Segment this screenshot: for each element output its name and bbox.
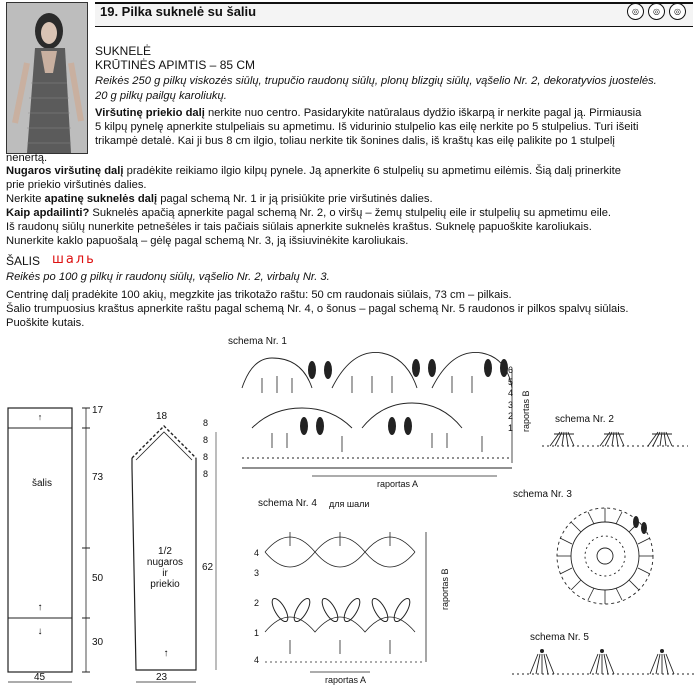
dress-dim-width: 23 (156, 672, 168, 683)
shawl-arrow-mid: ↑ (37, 602, 43, 613)
scheme-5-chart (510, 644, 696, 684)
scheme-1-rows (508, 365, 513, 434)
shawl-line-1: Centrinę dalį pradėkite 100 akių, megzkite jas trikotažo raštu: 50 cm raudonais siūlais, 73 cm – pilkais. (6, 289, 512, 301)
para-front-upper-bold: Viršutinę priekio dalį (95, 107, 205, 119)
scheme-1-row-1: 1 (508, 422, 514, 433)
para-front-upper (95, 107, 641, 120)
shawl-arrow-top: ↑ (37, 412, 43, 422)
scheme-4-chart (250, 512, 440, 680)
scheme-1-chart (232, 348, 522, 488)
dress-dim-side-b: 8 (203, 435, 209, 445)
scheme-1-row-2: 2 (508, 411, 514, 421)
scheme-4-row-3: 3 (254, 568, 260, 578)
dress-label-1: 1/2 (158, 546, 172, 557)
scheme-4-raportas-b: raportas B (440, 568, 450, 610)
shawl-dim-upper: 73 (92, 472, 104, 483)
scheme-1-row-4: 4 (508, 388, 514, 398)
dress-dim-side-c: 8 (203, 452, 209, 462)
dress-dim-side-a: 8 (203, 418, 209, 428)
scheme-2-chart (540, 428, 690, 456)
dress-size: KRŪTINĖS APIMTIS – 85 CM (95, 58, 256, 72)
scheme-4-title: schema Nr. 4 (258, 498, 317, 509)
scheme-4-row-4b: 4 (254, 655, 260, 665)
para-lower-pre: Nerkite (6, 193, 45, 205)
dress-label-3: ir (162, 568, 168, 579)
dress-label-2: nugaros (146, 557, 184, 568)
scheme-1-row-3: 3 (508, 399, 514, 410)
para-back-upper (6, 165, 621, 178)
scheme-4-row-1: 1 (254, 628, 260, 638)
dress-dim-height: 62 (202, 562, 214, 573)
para-finishing-post: Suknelės apačią apnerkite pagal schemą Nr. 2, o viršų – žemų stulpelių eile ir stulpelių su apmetimu eile. (89, 207, 612, 219)
scheme-3-chart (540, 496, 680, 626)
scheme-4-raportas-a: raportas A (325, 675, 367, 685)
level-icon-3: ◎ (669, 3, 686, 20)
dress-label-4: priekio (150, 579, 180, 590)
shawl-line-2: Šalio trumpuosius kraštus apnerkite raštu pagal schemą Nr. 4, o šonus – pagal schemą Nr. 5 raudonos ir pilkos spalvų siūlais. (6, 303, 629, 315)
dress-pattern-label (144, 546, 186, 590)
scheme-1-row-6: 6 (508, 365, 514, 375)
scheme-1-row-5: 5 (508, 376, 514, 387)
dress-dim-side-d: 8 (203, 469, 209, 479)
para-front-upper-line-2: 5 kilpų pynelę apnerkite stulpeliais su apmetimu. Iš vidurinio stulpelio kas eilę nerkite po 5 stulpelius. Turi išeiti (95, 121, 639, 133)
scheme-4-row-2: 2 (254, 598, 260, 608)
model-photo (6, 2, 88, 154)
para-front-upper-line-4: nenertą. (6, 152, 48, 164)
para-finishing-bold: Kaip apdailinti? (6, 207, 90, 219)
dress-materials-1: Reikės 250 g pilkų viskozės siūlų, trupučio raudonų siūlų, plonų blizgių siūlų, vąšelio Nr. 2, dekoratyvios juostelės. (95, 75, 657, 87)
shawl-dim-lower-a: 50 (92, 573, 104, 584)
dress-materials-2: 20 g pilkų pailgų karoliukų. (95, 90, 227, 102)
para-lower-post: pagal schemą Nr. 1 ir ją prisiūkite prie viršutinės dalies. (157, 193, 433, 205)
para-back-upper-line-2: prie priekio viršutinės dalies. (6, 179, 147, 191)
shawl-arrow-low: ↓ (37, 626, 43, 637)
scheme-5-title: schema Nr. 5 (530, 632, 589, 643)
para-finishing (6, 207, 611, 220)
para-straps: Iš raudonų siūlų nunerkite petnešėles ir tais pačiais siūlais apnerkite suknelės kraštus. Suknelę papuoškite karoliukais. (6, 221, 592, 233)
scheme-3-title: schema Nr. 3 (513, 489, 572, 500)
scheme-1-raportas-a: raportas A (377, 479, 419, 489)
dress-heading: SUKNELĖ (95, 44, 152, 58)
page-title: 19. Pilka suknelė su šaliu (100, 4, 257, 19)
shawl-materials: Reikės po 100 g pilkų ir raudonų siūlų, vąšelio Nr. 2, virbalų Nr. 3. (6, 271, 330, 283)
para-front-upper-line-3: trikampė detalė. Kai ji bus 8 cm ilgio, toliau nerkite tik šonines dalis, iš kraštų kas eilę palikite po 1 stulpelį (95, 135, 615, 147)
para-lower-part (6, 193, 433, 206)
shawl-pattern-label: šalis (32, 478, 53, 489)
dress-dim-top-width: 18 (156, 411, 168, 422)
scheme-1-raportas-b: raportas B (521, 390, 531, 432)
para-lower-bold: apatinę suknelės dalį (44, 193, 158, 205)
dress-arrow: ↑ (163, 648, 169, 659)
shawl-dim-top: 17 (92, 405, 104, 416)
shawl-annotation: шаль (52, 252, 96, 267)
shawl-dim-width: 45 (34, 672, 46, 683)
shawl-heading: ŠALIS (6, 254, 41, 268)
scheme-2-title: schema Nr. 2 (555, 414, 614, 425)
level-icon-1: ◎ (627, 3, 644, 20)
para-back-upper-bold: Nugaros viršutinę dalį (6, 165, 124, 177)
scheme-4-row-4a: 4 (254, 548, 260, 558)
para-front-upper-text-1: nerkite nuo centro. Pasidarykite natūralaus dydžio iškarpą ir nerkite pagal ją. Pirmiausia (204, 107, 642, 119)
level-icon-2: ◎ (648, 3, 665, 20)
scheme-4-annotation: для шали (329, 499, 370, 509)
shawl-dim-lower-b: 30 (92, 637, 104, 648)
para-back-upper-text-1: pradėkite reikiamo ilgio kilpų pynele. Ją apnerkite 6 stulpelių su apmetimu eilėmis. Šią dalį prinerkite (123, 165, 621, 177)
shawl-line-3: Puoškite kutais. (6, 317, 85, 329)
para-flower: Nunerkite kaklo papuošalą – gėlę pagal schemą Nr. 3, ją išsiuvinėkite karoliukais. (6, 235, 409, 247)
scheme-1-title: schema Nr. 1 (228, 336, 287, 347)
model-silhouette (7, 3, 87, 153)
